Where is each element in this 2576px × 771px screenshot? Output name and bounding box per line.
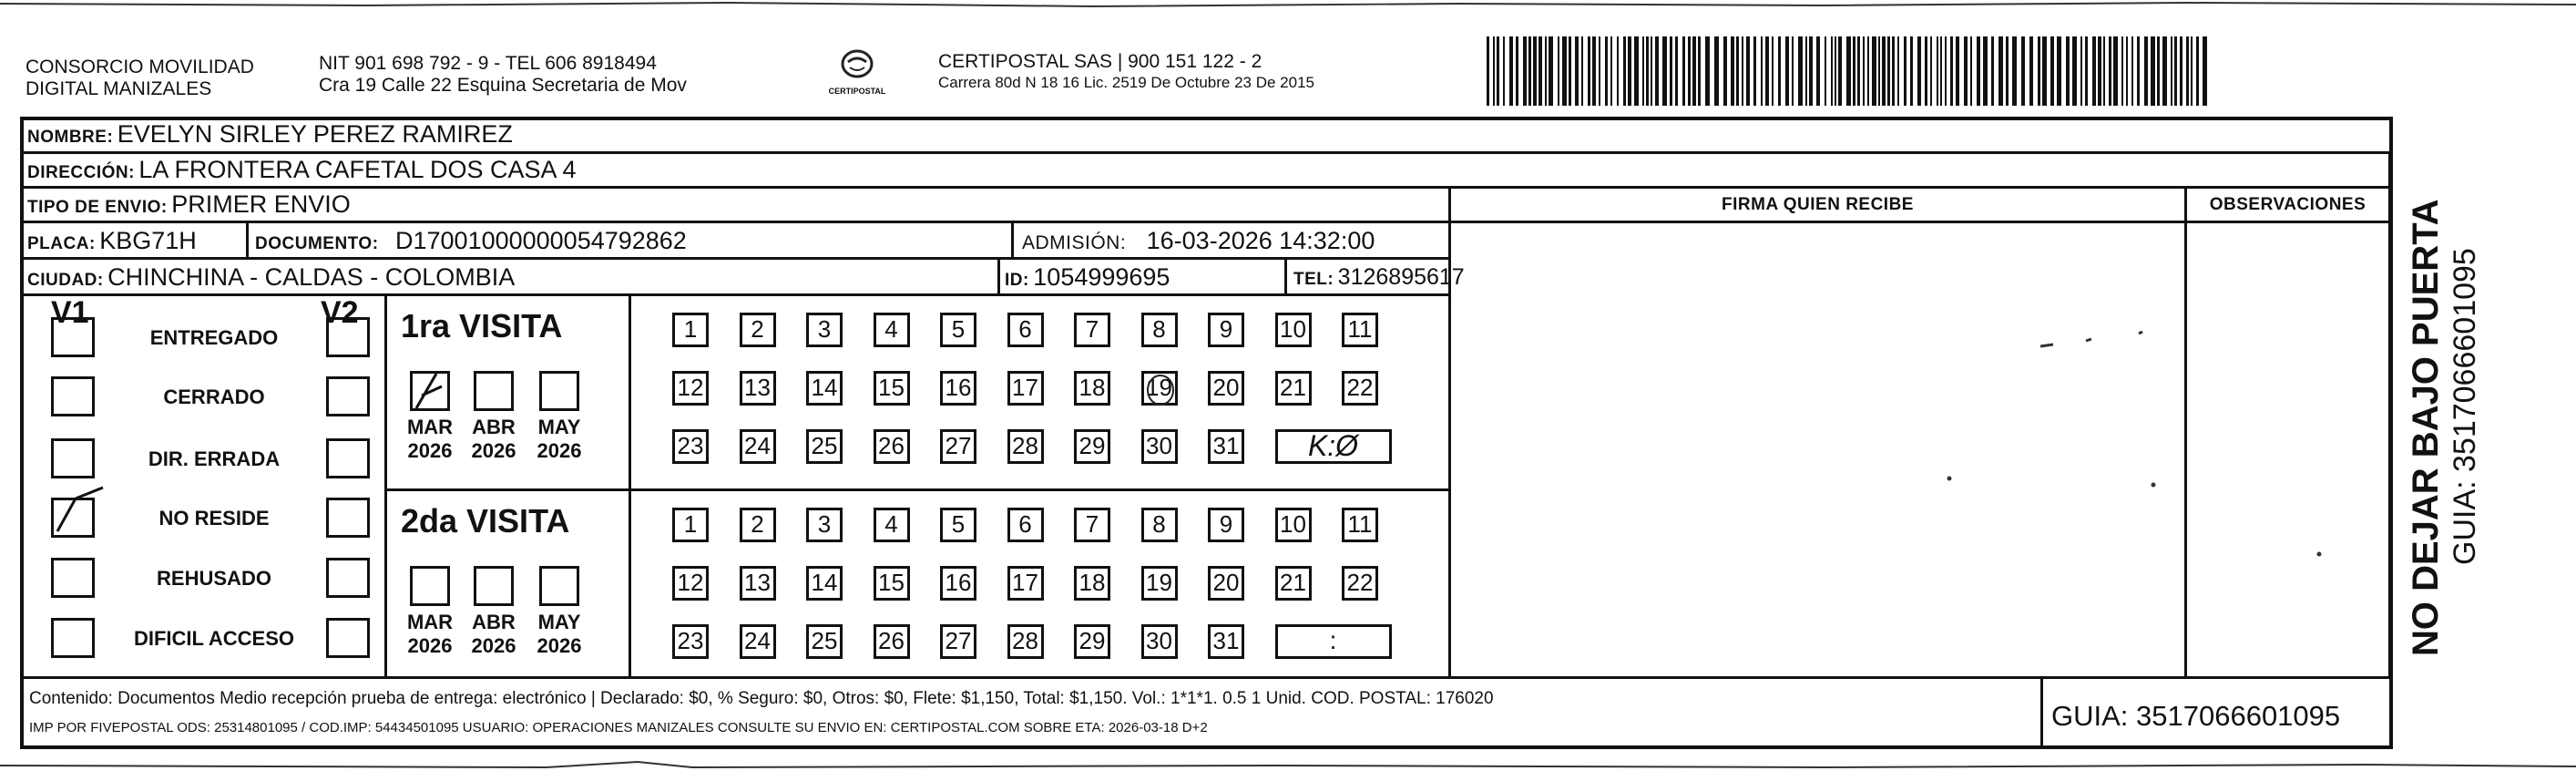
logo-text: CERTIPOSTAL — [828, 87, 886, 96]
barcode-bar — [1723, 36, 1727, 106]
barcode-bar — [1937, 36, 1938, 106]
day-box[interactable]: 16 — [940, 566, 976, 601]
barcode-bar — [1964, 36, 1968, 106]
day-box[interactable]: 14 — [806, 371, 843, 406]
barcode-bar — [1549, 36, 1553, 106]
barcode-bar — [1753, 36, 1756, 106]
day-box[interactable]: 9 — [1208, 313, 1244, 347]
month-year: 2026 — [471, 439, 516, 462]
barcode-bar — [1805, 36, 1807, 106]
day-box[interactable]: 31 — [1208, 624, 1244, 659]
day-box[interactable]: 22 — [1342, 371, 1378, 406]
day-box[interactable]: 11 — [1342, 313, 1378, 347]
col-divider — [384, 296, 387, 676]
day-box[interactable]: 4 — [874, 508, 910, 542]
row-divider — [387, 488, 1448, 491]
month-label: MAY — [537, 611, 581, 633]
barcode-bar — [1785, 36, 1789, 106]
day-box[interactable]: 2 — [740, 508, 776, 542]
barcode-bar — [2050, 36, 2054, 106]
month-checkbox[interactable] — [410, 371, 450, 411]
day-box[interactable]: 7 — [1074, 313, 1110, 347]
barcode-bar — [1523, 36, 1527, 106]
v2-checkbox[interactable] — [326, 376, 370, 416]
barcode-bar — [1917, 36, 1921, 106]
company-name — [26, 57, 317, 100]
day-box[interactable]: 16 — [940, 371, 976, 406]
day-box[interactable]: 26 — [874, 429, 910, 464]
day-box[interactable]: 1 — [672, 508, 709, 542]
status-label: DIR. ERRADA — [148, 447, 281, 470]
day-box[interactable]: 10 — [1275, 313, 1312, 347]
footer-guia: GUIA: 3517066601095 — [2051, 700, 2341, 732]
barcode-bar — [1930, 36, 1932, 106]
barcode-bar — [1588, 36, 1590, 106]
barcode-bar — [1670, 36, 1672, 106]
day-box[interactable]: 20 — [1208, 371, 1244, 406]
barcode-bar — [1705, 36, 1710, 106]
barcode-bar — [1835, 36, 1836, 106]
tipo-label: TIPO DE ENVIO: — [27, 198, 168, 217]
barcode-bar — [1692, 36, 1696, 106]
day-box[interactable]: 1 — [672, 313, 709, 347]
col-divider — [629, 296, 631, 676]
barcode-bar — [2113, 36, 2118, 106]
day-box[interactable]: 9 — [1208, 508, 1244, 542]
barcode-bar — [2029, 36, 2033, 106]
day-box[interactable]: 13 — [740, 566, 776, 601]
barcode-bar — [2098, 36, 2101, 106]
day-box[interactable]: 8 — [1141, 313, 1178, 347]
barcode-bar — [1646, 36, 1649, 106]
documento-value: D17001000000054792862 — [395, 227, 687, 254]
barcode-bar — [1562, 36, 1567, 106]
barcode-bar — [1792, 36, 1794, 106]
day-box[interactable]: 28 — [1007, 429, 1044, 464]
month-checkbox[interactable] — [474, 566, 514, 606]
tel-cell — [1293, 260, 1465, 293]
day-box[interactable]: 15 — [874, 566, 910, 601]
day-box[interactable]: 25 — [806, 624, 843, 659]
barcode-bar — [1857, 36, 1860, 106]
barcode — [1487, 36, 2215, 108]
nombre-value: EVELYN SIRLEY PEREZ RAMIREZ — [117, 120, 513, 148]
barcode-bar — [2203, 36, 2207, 106]
barcode-bar — [1910, 36, 1913, 106]
admision-value: 16-03-2026 14:32:00 — [1146, 227, 1375, 254]
day-box[interactable]: 27 — [940, 624, 976, 659]
month-label: MAR — [406, 416, 454, 438]
check-mark-icon — [409, 368, 455, 414]
col-divider — [2184, 186, 2187, 676]
barcode-bar — [1533, 36, 1537, 106]
day-box[interactable]: 17 — [1007, 371, 1044, 406]
barcode-bar — [1736, 36, 1739, 106]
day-box[interactable]: 3 — [806, 313, 843, 347]
day-box[interactable]: 6 — [1007, 313, 1044, 347]
barcode-bar — [1977, 36, 1980, 106]
barcode-bars — [1487, 36, 2207, 106]
barcode-bar — [1831, 36, 1833, 106]
imp-text: IMP POR FIVEPOSTAL ODS: 25314801095 / COD.IMP: 54434501095 USUARIO: OPERACIONES MANIZALES CONSULTE SU ENVIO EN: CERTIPOSTAL.COM SOBRE ETA: 2026-03-18 D+2 — [29, 720, 1208, 735]
day-box[interactable]: 21 — [1275, 371, 1312, 406]
status-label: DIFICIL ACCESO — [133, 627, 294, 650]
barcode-bar — [1545, 36, 1547, 106]
day-box[interactable]: 6 — [1007, 508, 1044, 542]
barcode-bar — [1592, 36, 1596, 106]
placa-cell — [27, 223, 197, 257]
barcode-bar — [2085, 36, 2088, 106]
barcode-bar — [2196, 36, 2199, 106]
v1-header: V1 — [51, 295, 89, 330]
documento-label: DOCUMENTO: — [255, 234, 379, 253]
barcode-bar — [1778, 36, 1781, 106]
barcode-bar — [1816, 36, 1820, 106]
month-checkbox[interactable] — [410, 566, 450, 606]
status-label: CERRADO — [163, 386, 265, 408]
nombre-row — [27, 117, 513, 151]
barcode-bar — [1642, 36, 1644, 106]
barcode-bar — [1991, 36, 1994, 106]
day-box[interactable]: 11 — [1342, 508, 1378, 542]
barcode-bar — [2180, 36, 2182, 106]
day-box[interactable]: 28 — [1007, 624, 1044, 659]
barcode-bar — [1825, 36, 1826, 106]
day-box[interactable]: 10 — [1275, 508, 1312, 542]
barcode-bar — [1882, 36, 1886, 106]
barcode-bar — [1528, 36, 1531, 106]
barcode-bar — [1487, 36, 1489, 106]
v2-checkbox[interactable] — [326, 618, 370, 658]
tipo-value: PRIMER ENVIO — [171, 190, 351, 218]
day-box[interactable]: 12 — [672, 371, 709, 406]
row-divider — [20, 293, 1448, 296]
barcode-bar — [1867, 36, 1869, 106]
barcode-bar — [1575, 36, 1579, 106]
barcode-bar — [1878, 36, 1880, 106]
day-box[interactable]: 8 — [1141, 508, 1178, 542]
v2-header: V2 — [321, 295, 359, 330]
day-box[interactable]: 7 — [1074, 508, 1110, 542]
barcode-bar — [1956, 36, 1959, 106]
month-year: 2026 — [537, 634, 582, 657]
barcode-bar — [2092, 36, 2096, 106]
company-info — [319, 53, 792, 97]
barcode-bar — [1610, 36, 1612, 106]
day-box[interactable]: 4 — [874, 313, 910, 347]
day-box[interactable]: 18 — [1074, 371, 1110, 406]
barcode-bar — [1509, 36, 1513, 106]
direccion-label: DIRECCIÓN: — [27, 163, 135, 182]
barcode-bar — [1675, 36, 1678, 106]
day-box[interactable]: 20 — [1208, 566, 1244, 601]
barcode-bar — [1765, 36, 1769, 106]
barcode-bar — [2021, 36, 2025, 106]
time-box[interactable]: K:Ø — [1275, 429, 1392, 464]
month-label: ABR — [472, 416, 516, 438]
barcode-bar — [1945, 36, 1947, 106]
barcode-bar — [2144, 36, 2148, 106]
barcode-bar — [1846, 36, 1851, 106]
barcode-bar — [1714, 36, 1719, 106]
day-box[interactable]: 12 — [672, 566, 709, 601]
company-line-2: DIGITAL MANIZALES — [26, 78, 212, 99]
barcode-bar — [1998, 36, 2003, 106]
day-box[interactable]: 31 — [1208, 429, 1244, 464]
day-box[interactable]: 17 — [1007, 566, 1044, 601]
nit-line: NIT 901 698 792 - 9 - TEL 606 8918494 — [319, 53, 657, 74]
id-cell — [1005, 260, 1170, 293]
v2-checkbox[interactable] — [326, 438, 370, 478]
day-box[interactable]: 25 — [806, 429, 843, 464]
barcode-bar — [1863, 36, 1865, 106]
courier-address: Carrera 80d N 18 16 Lic. 2519 De Octubre 23 De 2015 — [938, 74, 1314, 91]
barcode-bar — [1853, 36, 1855, 106]
v1-checkbox[interactable] — [51, 317, 95, 357]
day-box[interactable]: 13 — [740, 371, 776, 406]
barcode-bar — [1599, 36, 1600, 106]
no-dejar-warning: NO DEJAR BAJO PUERTA — [2406, 199, 2446, 656]
month-year: 2026 — [537, 439, 582, 462]
barcode-bar — [1538, 36, 1542, 106]
day-box[interactable]: 19 — [1141, 371, 1178, 406]
documento-cell — [255, 223, 687, 257]
nombre-label: NOMBRE: — [27, 128, 114, 147]
barcode-bar — [1628, 36, 1631, 106]
certipostal-logo — [820, 49, 894, 106]
barcode-bar — [1904, 36, 1906, 106]
barcode-bar — [2162, 36, 2167, 106]
month-year: 2026 — [407, 634, 453, 657]
signature-marks — [1457, 228, 2177, 665]
barcode-bar — [2191, 36, 2193, 106]
visit-title: 2da VISITA — [401, 502, 570, 540]
v1-checkbox[interactable] — [51, 558, 95, 598]
col-divider — [1284, 260, 1287, 293]
barcode-bar — [1516, 36, 1518, 106]
barcode-bar — [1623, 36, 1626, 106]
barcode-bar — [2057, 36, 2061, 106]
status-label: REHUSADO — [157, 567, 271, 590]
col-divider — [1011, 223, 1014, 257]
placa-label: PLACA: — [27, 234, 96, 253]
tel-value: 3126895617 — [1337, 264, 1465, 290]
firma-header: FIRMA QUIEN RECIBE — [1722, 195, 1914, 214]
barcode-bar — [1809, 36, 1813, 106]
barcode-bar — [1897, 36, 1899, 106]
barcode-bar — [1558, 36, 1559, 106]
paper-edge-top — [0, 0, 2576, 13]
ciudad-label: CIUDAD: — [27, 271, 104, 290]
barcode-bar — [1688, 36, 1691, 106]
barcode-bar — [2038, 36, 2040, 106]
day-box[interactable]: 2 — [740, 313, 776, 347]
admision-label: ADMISIÓN: — [1022, 232, 1127, 253]
barcode-bar — [1940, 36, 1942, 106]
v2-checkbox[interactable] — [326, 558, 370, 598]
col-divider — [2040, 679, 2043, 749]
barcode-bar — [2126, 36, 2128, 106]
barcode-bar — [1698, 36, 1701, 106]
status-label: NO RESIDE — [158, 507, 270, 529]
barcode-bar — [1651, 36, 1652, 106]
barcode-bar — [1605, 36, 1608, 106]
v2-checkbox[interactable] — [326, 317, 370, 357]
month-year: 2026 — [471, 634, 516, 657]
month-checkbox[interactable] — [474, 371, 514, 411]
day-box[interactable]: 22 — [1342, 566, 1378, 601]
contenido-text: Contenido: Documentos Medio recepción prueba de entrega: electrónico | Declarado: $0, % Seguro: $0, Otros: $0, Flete: $1,150, Total: $1,150. Vol.: 1*1*1. 0.5 1 Unid. COD. POSTAL: 176020 — [29, 689, 1494, 708]
status-label: ENTREGADO — [149, 326, 279, 349]
time-box[interactable]: : — [1275, 624, 1392, 659]
paper-edge-bottom — [0, 758, 2576, 771]
v1-checkbox[interactable] — [51, 618, 95, 658]
observation-mark — [2314, 547, 2332, 565]
day-box[interactable]: 26 — [874, 624, 910, 659]
barcode-bar — [2080, 36, 2082, 106]
barcode-bar — [1925, 36, 1927, 106]
day-box[interactable]: 29 — [1074, 429, 1110, 464]
day-box[interactable]: 30 — [1141, 429, 1178, 464]
day-box[interactable]: 15 — [874, 371, 910, 406]
barcode-bar — [2109, 36, 2111, 106]
ciudad-cell — [27, 260, 515, 293]
side-text — [2405, 146, 2496, 656]
day-box[interactable]: 27 — [940, 429, 976, 464]
tipo-row — [27, 186, 351, 221]
day-box[interactable]: 19 — [1141, 566, 1178, 601]
barcode-bar — [1983, 36, 1988, 106]
barcode-bar — [1772, 36, 1774, 106]
month-checkbox[interactable] — [539, 566, 579, 606]
barcode-bar — [1887, 36, 1890, 106]
v2-checkbox[interactable] — [326, 498, 370, 538]
month-label: MAY — [537, 416, 581, 438]
barcode-bar — [1617, 36, 1619, 106]
month-label: ABR — [472, 611, 516, 633]
day-box[interactable]: 23 — [672, 624, 709, 659]
barcode-bar — [2006, 36, 2009, 106]
courier-name: CERTIPOSTAL SAS | 900 151 122 - 2 — [938, 51, 1262, 72]
day-box[interactable]: 14 — [806, 566, 843, 601]
ciudad-value: CHINCHINA - CALDAS - COLOMBIA — [107, 263, 516, 291]
barcode-bar — [1742, 36, 1743, 106]
month-year: 2026 — [407, 439, 453, 462]
day-box[interactable]: 30 — [1141, 624, 1178, 659]
barcode-bar — [2157, 36, 2160, 106]
day-box[interactable]: 5 — [940, 508, 976, 542]
barcode-bar — [2174, 36, 2177, 106]
barcode-bar — [2186, 36, 2189, 106]
observaciones-header: OBSERVACIONES — [2209, 195, 2366, 214]
barcode-bar — [2171, 36, 2172, 106]
barcode-bar — [1872, 36, 1876, 106]
barcode-bar — [2137, 36, 2140, 106]
direccion-value: LA FRONTERA CAFETAL DOS CASA 4 — [138, 156, 577, 183]
day-box[interactable]: 21 — [1275, 566, 1312, 601]
barcode-bar — [1761, 36, 1763, 106]
tel-label: TEL: — [1293, 270, 1334, 289]
day-box[interactable]: 24 — [740, 429, 776, 464]
day-box[interactable]: 18 — [1074, 566, 1110, 601]
day-box[interactable]: 23 — [672, 429, 709, 464]
day-box[interactable]: 5 — [940, 313, 976, 347]
barcode-bar — [1634, 36, 1639, 106]
side-guia: GUIA: 3517066601095 — [2448, 248, 2482, 565]
placa-value: KBG71H — [99, 227, 197, 254]
day-box[interactable]: 24 — [740, 624, 776, 659]
barcode-bar — [1497, 36, 1499, 106]
row-divider — [20, 676, 2393, 679]
admision-cell — [1022, 223, 1375, 257]
month-label: MAR — [406, 611, 454, 633]
barcode-bar — [1746, 36, 1750, 106]
barcode-bar — [2131, 36, 2133, 106]
barcode-bar — [1892, 36, 1895, 106]
day-box[interactable]: 29 — [1074, 624, 1110, 659]
barcode-bar — [2103, 36, 2105, 106]
barcode-bar — [1655, 36, 1659, 106]
month-checkbox[interactable] — [539, 371, 579, 411]
v1-checkbox[interactable] — [51, 438, 95, 478]
barcode-bar — [2012, 36, 2017, 106]
barcode-bar — [1731, 36, 1734, 106]
barcode-bar — [1798, 36, 1803, 106]
day-mark-icon — [1140, 368, 1184, 412]
barcode-bar — [1838, 36, 1842, 106]
barcode-bar — [1950, 36, 1953, 106]
visit-title: 1ra VISITA — [401, 307, 563, 344]
barcode-bar — [2151, 36, 2155, 106]
barcode-bar — [2072, 36, 2077, 106]
v1-checkbox[interactable] — [51, 376, 95, 416]
day-box[interactable]: 3 — [806, 508, 843, 542]
barcode-bar — [1581, 36, 1583, 106]
barcode-bar — [2042, 36, 2047, 106]
logo-icon — [837, 49, 877, 86]
barcode-bar — [1503, 36, 1505, 106]
courier-info — [938, 51, 1448, 93]
id-label: ID: — [1005, 271, 1029, 290]
company-line-1: CONSORCIO MOVILIDAD — [26, 57, 254, 77]
barcode-bar — [1662, 36, 1667, 106]
col-divider — [2388, 151, 2391, 676]
col-divider — [997, 260, 1000, 293]
barcode-bar — [2066, 36, 2070, 106]
col-divider — [246, 223, 249, 257]
direccion-row — [27, 151, 577, 186]
barcode-bar — [1493, 36, 1495, 106]
company-address: Cra 19 Calle 22 Esquina Secretaria de Mov — [319, 75, 687, 96]
barcode-bar — [1682, 36, 1685, 106]
barcode-bar — [2121, 36, 2123, 106]
barcode-bar — [1569, 36, 1571, 106]
id-value: 1054999695 — [1033, 263, 1170, 291]
barcode-bar — [1970, 36, 1972, 106]
v1-checkbox[interactable] — [51, 498, 95, 538]
